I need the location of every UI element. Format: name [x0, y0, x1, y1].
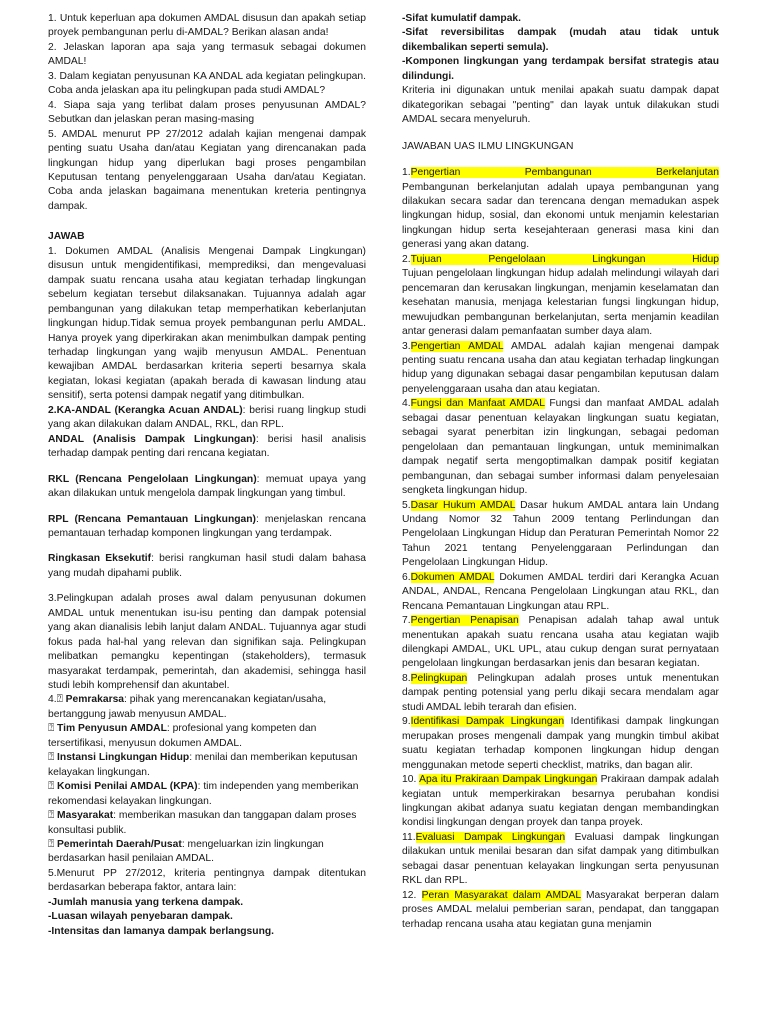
- question-4: 4. Siapa saja yang terlibat dalam proses penyusunan AMDAL? Sebutkan dan jelaskan peran masing-masing: [48, 99, 366, 126]
- entry: 3.Pengertian AMDAL AMDAL adalah kajian mengenai dampak penting suatu rencana usaha dan atau kegiatan terhadap lingkungan hidup yang digunakan sebagai dasar pengambilan keputusan dalam penyelenggaraan usaha dan atau kegiatan.: [402, 340, 719, 395]
- entry: 9.Identifikasi Dampak Lingkungan Identifikasi dampak lingkungan merupakan proses mengenali dampak yang mungkin timbul akibat suatu kegiatan terhadap komponen lingkungan hidup dengan menggunakan metode seperti checklist, matriks, dan bagan alir.: [402, 716, 719, 771]
- answer-2-ka-andal: 2.KA-ANDAL (Kerangka Acuan ANDAL): berisi ruang lingkup studi yang akan dilakukan dalam ANDAL, RKL, dan RPL.: [48, 404, 366, 431]
- left-column: [48, 12, 366, 939]
- answer-5-item: -Intensitas dan lamanya dampak berlangsung.: [48, 925, 275, 937]
- answer-4-tim-penyusun: ⍰ Tim Penyusun AMDAL: profesional yang kompeten dan tersertifikasi, menyusun dokumen AMDAL.: [48, 723, 317, 749]
- answer-3: 3.Pelingkupan adalah proses awal dalam penyusunan dokumen AMDAL untuk menentukan isu-isu penting dan dampak potensial yang akan dianalisis lebih lanjut dalam ANDAL. Tujuannya agar studi fokus pada hal-hal yang relevan dan signifikan saja. Pelingkupan melibatkan pemangku kepentingan (stakeholders), termasuk masyarakat terdampak, pemerintah, dan akademisi, sehingga hasil studi lebih komprehensif dan akuntabel.: [48, 593, 366, 692]
- question-3: 3. Dalam kegiatan penyusunan KA ANDAL ada kegiatan pelingkupan. Coba anda jelaskan apa itu pelingkupan pada studi AMDAL?: [48, 70, 366, 97]
- answer-5-intro: 5.Menurut PP 27/2012, kriteria pentingnya dampak ditentukan berdasarkan beberapa faktor, antara lain:: [48, 867, 366, 894]
- jawab-heading: JAWAB: [48, 231, 85, 243]
- answer-2-rkl: RKL (Rencana Pengelolaan Lingkungan): memuat upaya yang akan dilakukan untuk mengelola dampak lingkungan yang timbul.: [48, 473, 366, 500]
- question-5: 5. AMDAL menurut PP 27/2012 adalah kajian mengenai dampak penting suatu Usaha dan/atau Kegiatan yang direncanakan pada lingkungan hidup yang diperlukan bagi proses pengambilan Keputusan tentang penyelenggaraan Usaha dan/atau Kegiatan. Coba anda jelaskan bagaimana menentukan kreteria pentingnya dampak.: [48, 128, 366, 212]
- entry: 11.Evaluasi Dampak Lingkungan Evaluasi dampak lingkungan dilakukan untuk menilai besaran dan sifat dampak yang ditimbulkan sebagai dasar penentuan kelayakan lingkungan serta penyusunan RKL dan RPL.: [402, 831, 719, 887]
- entry-heading: 2.Tujuan Pengelolaan Lingkungan Hidup: [402, 253, 719, 265]
- entry: 6.Dokumen AMDAL Dokumen AMDAL terdiri dari Kerangka Acuan ANDAL, ANDAL, Rencana Pengelolaan Lingkungan atau RKL, dan Rencana Pemantauan Lingkungan atau RPL.: [402, 571, 719, 612]
- answer-4-komisi: ⍰ Komisi Penilai AMDAL (KPA): tim independen yang memberikan rekomendasi kelayakan lingkungan.: [48, 781, 359, 807]
- answer-2-ringkasan: Ringkasan Eksekutif: berisi rangkuman hasil studi dalam bahasa yang mudah dipahami publik.: [48, 553, 366, 579]
- answer-4-pemerintah: ⍰ Pemerintah Daerah/Pusat: mengeluarkan izin lingkungan berdasarkan hasil penilaian AMDAL.: [48, 839, 324, 865]
- answer-2-andal: ANDAL (Analisis Dampak Lingkungan): berisi hasil analisis terhadap dampak penting dari rencana kegiatan.: [48, 433, 366, 460]
- entry: 5.Dasar Hukum AMDAL Dasar hukum AMDAL antara lain Undang Undang Nomor 32 Tahun 2009 tentang Perlindungan dan Pengelolaan Lingkungan Hidup dan Peraturan Pemerintah Nomor 22 Tahun 2021 tentang Penyelenggaraan Perlindungan dan Pengelolaan Lingkungan Hidup.: [402, 499, 719, 569]
- entry-heading: 1.Pengertian Pembangunan Berkelanjutan: [402, 167, 719, 179]
- answer-5-item: -Luasan wilayah penyebaran dampak.: [48, 911, 233, 923]
- entry: 7.Pengertian Penapisan Penapisan adalah tahap awal untuk menentukan apakah suatu rencana usaha atau kegiatan wajib dilengkapi AMDAL, UKL UPL, atau cukup dengan surat pernyataan pengelolaan lingkungan berdasarkan jenis dan besaran kegiatan.: [402, 615, 719, 670]
- entry: 4.Fungsi dan Manfaat AMDAL Fungsi dan manfaat AMDAL adalah sebagai dasar penentuan kelayakan lingkungan suatu kegiatan, sebagai syarat penerbitan izin lingkungan, sebagai pedoman pengelolaan dan pemantauan lingkungan, untuk meminimalkan dampak negatif serta mengoptimalkan dampak positif kegiatan pembangunan, dan sebagai sumber informasi dalam penyelesaian sengketa lingkungan hidup.: [402, 398, 719, 497]
- answer-5-item: -Jumlah manusia yang terkena dampak.: [48, 896, 244, 908]
- answer-4-masyarakat: ⍰ Masyarakat: memberikan masukan dan tanggapan dalam proses konsultasi publik.: [48, 810, 357, 836]
- answer-1: 1. Dokumen AMDAL (Analisis Mengenai Dampak Lingkungan) disusun untuk mengidentifikasi, memprediksi, dan mengevaluasi dampak suatu rencana usaha atau kegiatan terhadap lingkungan sebelum kegiatan tersebut dilaksanakan. Tujuannya adalah agar pembangunan yang dilakukan tetap memperhatikan keberlanjutan lingkungan hidup.Tidak semua proyek pembangunan perlu AMDAL. Hanya proyek yang diperkirakan akan menimbulkan dampak penting terhadap lingkungan yang wajib menyusun AMDAL. Penentuan kewajiban AMDAL berdasarkan kriteria seperti besarnya skala kegiatan, lokasi kegiatan (apakah berada di kawasan lindung atau sensitif), serta potensi dampak negatif yang ditimbulkan.: [48, 245, 366, 402]
- entry-text: Tujuan pengelolaan lingkungan hidup adalah melindungi wilayah dari pencemaran dan kerusakan lingkungan, menjamin keselamatan dan kesehatan manusia, menjaga kelestarian fungsi lingkungan hidup, mewujudkan pembangunan berkelanjutan, serta menjamin keadilan antar generasi dalam pemanfaatan sumber daya alam.: [402, 268, 719, 338]
- answer-4-pemrakarsa: 4.⍰ Pemrakarsa: pihak yang merencanakan kegiatan/usaha, bertanggung jawab menyusun AMDAL.: [48, 694, 327, 720]
- right-column: [402, 12, 719, 932]
- answer-2-rpl: RPL (Rencana Pemantauan Lingkungan): menjelaskan rencana pemantauan terhadap komponen lingkungan yang terdampak.: [48, 513, 367, 539]
- answer-5-item: -Sifat reversibilitas dampak (mudah atau tidak untuk dikembalikan seperti semula).: [402, 27, 719, 53]
- answer-5-closing: Kriteria ini digunakan untuk menilai apakah suatu dampak dapat dikategorikan sebagai "penting" dan layak untuk dilakukan studi AMDAL secara menyeluruh.: [402, 85, 719, 126]
- answer-5-item: -Sifat kumulatif dampak.: [402, 13, 522, 24]
- answer-4-instansi: ⍰ Instansi Lingkungan Hidup: menilai dan memberikan keputusan kelayakan lingkungan.: [48, 752, 358, 778]
- entry-text: Pembangunan berkelanjutan adalah upaya pembangunan yang dilakukan secara sadar dan terencana dengan memadukan aspek lingkungan hidup, sosial, dan ekonomi untuk menjamin kelestarian lingkungan hidup serta kesejahteraan generasi masa kini dan generasi yang akan datang.: [402, 181, 719, 251]
- answer-5-item: -Komponen lingkungan yang terdampak bersifat strategis atau dilindungi.: [402, 56, 719, 82]
- uas-heading: JAWABAN UAS ILMU LINGKUNGAN: [402, 140, 574, 152]
- question-2: 2. Jelaskan laporan apa saja yang termasuk sebagai dokumen AMDAL!: [48, 41, 366, 68]
- entry: 10. Apa itu Prakiraan Dampak Lingkungan Prakiraan dampak adalah kegiatan untuk memperkirakan besarnya perubahan kondisi lingkungan akibat adanya suatu kegiatan dengan membandingkan kondisi lingkungan dengan proyek dan tanpa proyek.: [402, 774, 719, 829]
- question-1: 1. Untuk keperluan apa dokumen AMDAL disusun dan apakah setiap proyek pembangunan perlu di-AMDAL? Berikan alasan anda!: [48, 13, 366, 39]
- entry: 12. Peran Masyarakat dalam AMDAL Masyarakat berperan dalam proses AMDAL melalui pemberian saran, pendapat, dan tanggapan terhadap rencana usaha atau kegiatan guna menjamin: [402, 889, 719, 930]
- entry: 8.Pelingkupan Pelingkupan adalah proses untuk menentukan dampak penting potensial yang perlu dikaji secara mendalam agar studi AMDAL lebih terarah dan efisien.: [402, 672, 719, 713]
